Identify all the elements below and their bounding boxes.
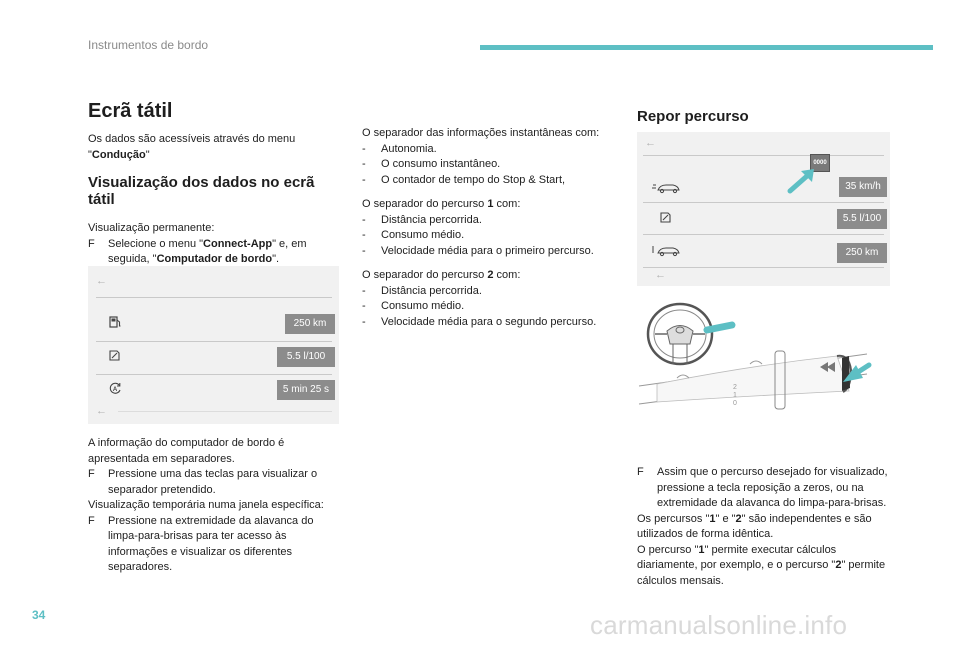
trip1-item (362, 213, 602, 229)
dash-mark: - (362, 315, 366, 328)
divider (643, 267, 884, 268)
back-arrow-icon: ← (96, 275, 107, 287)
dash-mark: - (362, 284, 366, 297)
text-run: Distância percorrida. (381, 284, 482, 297)
quote-open: " (88, 148, 92, 161)
permanent-display-block (88, 221, 343, 268)
text-run: O contador de tempo do Stop & Start, (381, 173, 566, 186)
text-run: Velocidade média para o segundo percurso. (381, 315, 597, 328)
reset-bullet (637, 465, 890, 512)
text-run: Pressione uma das teclas para visualizar o separador pretendido. (108, 468, 318, 496)
back-arrow-icon: ← (655, 269, 666, 281)
trip2-item (362, 299, 602, 315)
consumption-value: 5.5 l/100 (277, 347, 335, 367)
range-value: 250 km (285, 314, 335, 334)
average-consumption-value: 5.5 l/100 (837, 209, 887, 229)
text-run: Autonomia. (381, 142, 437, 155)
stalk-bullet (88, 514, 343, 576)
average-speed-icon (651, 182, 681, 194)
text-run: Velocidade média para o primeiro percurso. (381, 244, 594, 257)
trips-independent-note (637, 512, 890, 543)
text-run: O separador do percurso (362, 269, 488, 281)
tabs-intro: A informação do computador de bordo é apresentada em separadores. (88, 437, 285, 465)
reset-trip-title: Repor percurso (637, 108, 749, 125)
dash-mark: - (362, 300, 366, 312)
temporary-display-label: Visualização temporária numa janela específica: (88, 499, 324, 511)
fuel-consumption-icon (108, 348, 122, 362)
trip-number: 1 (698, 543, 705, 556)
intro-menu-line (88, 148, 343, 164)
trip1-item (362, 228, 602, 244)
text-run: " e " (715, 512, 736, 525)
intro-line: Os dados são acessíveis através do menu (88, 133, 296, 145)
text-run: Assim que o percurso desejado for visualizado, pressione a tecla reposição a zeros, ou na extremidade da alavanca do limpa-para-brisas. (657, 466, 888, 509)
stalk-digit: 1 (733, 392, 737, 399)
page-number: 34 (32, 608, 46, 622)
tabs-info-block (88, 436, 343, 576)
trip2-tab-intro (362, 268, 602, 284)
instant-item (362, 173, 602, 189)
text-run: ". (272, 253, 280, 265)
reset-instructions (637, 465, 890, 589)
text-run: O consumo instantâneo. (381, 158, 501, 170)
text-run: Consumo médio. (381, 300, 465, 312)
stop-start-icon (108, 381, 122, 395)
text-run: Distância percorrida. (381, 213, 482, 226)
text-run: Selecione o menu " (108, 237, 204, 250)
dash-mark: - (362, 213, 366, 226)
divider (643, 155, 884, 156)
quote-close: " (145, 148, 150, 161)
trip-number: 2 (735, 512, 742, 525)
reset-button[interactable]: 0000 (810, 154, 830, 172)
tabs-bullet (88, 467, 343, 498)
menu-name: Condução (91, 148, 146, 161)
section-header: Instrumentos de bordo (88, 38, 209, 52)
dash-mark: - (362, 229, 366, 241)
distance-travelled-icon (651, 245, 681, 257)
back-arrow-icon: ← (96, 405, 107, 417)
trip2-item (362, 284, 602, 300)
steering-wheel-icon (648, 304, 712, 364)
instant-item (362, 142, 602, 158)
distance-value: 250 km (837, 243, 887, 263)
text-run: O percurso " (637, 543, 699, 556)
stalk-digit: 2 (733, 384, 737, 391)
trip-number: 1 (709, 512, 716, 525)
trip1-item (362, 244, 602, 260)
permanent-label: Visualização permanente: (88, 222, 215, 234)
trip-number: 2 (835, 559, 842, 571)
trips-usage-note (637, 543, 890, 590)
column-1 (88, 100, 343, 268)
pointer-arrow-icon (707, 325, 732, 330)
divider (643, 234, 884, 235)
text-run: O separador do percurso (362, 198, 488, 210)
bullet-icon: F (88, 514, 95, 527)
bullet-icon: F (88, 237, 95, 250)
bullet-icon: F (88, 468, 95, 480)
section-subtitle: Visualização dos dados no ecrã tátil (88, 174, 315, 208)
instant-item (362, 157, 602, 173)
intro-paragraph (88, 132, 343, 163)
permanent-bullet (88, 237, 343, 268)
text-run: Os percursos " (637, 512, 710, 525)
divider (643, 202, 884, 203)
divider (96, 341, 332, 342)
fuel-consumption-icon (659, 210, 673, 224)
stop-start-time-value: 5 min 25 s (277, 380, 335, 400)
trip-number: 2 (487, 269, 494, 281)
dash-mark: - (362, 244, 366, 257)
stalk-digit: 0 (733, 400, 737, 407)
menu-name: Computador de bordo (156, 253, 273, 265)
trip2-item (362, 315, 602, 331)
text-run: Pressione na extremidade da alavanca do limpa-para-brisas para ter acesso às informações e visualizar os diferentes separadores. (108, 514, 314, 573)
divider (96, 374, 332, 375)
bullet-icon: F (637, 466, 644, 478)
instant-tab-intro: O separador das informações instantâneas com: (362, 127, 600, 139)
trip1-tab-intro (362, 197, 602, 213)
average-speed-value: 35 km/h (839, 177, 887, 197)
watermark: carmanualsonline.info (590, 610, 848, 640)
page-title: Ecrã tátil (88, 100, 173, 122)
trip-number: 1 (487, 198, 494, 210)
text-run: Consumo médio. (381, 229, 465, 241)
menu-name: Connect-App (203, 237, 273, 250)
touchscreen-reset-illustration (637, 132, 890, 286)
dash-mark: - (362, 173, 366, 186)
fuel-pump-icon (108, 315, 122, 329)
dash-mark: - (362, 158, 366, 170)
divider (118, 411, 332, 412)
column-2 (362, 126, 602, 330)
text-run: " permite executar cálculos diariamente, por exemplo, e o percurso " (637, 543, 837, 571)
text-run: " são independentes e são utilizados de forma idêntica. (637, 512, 872, 540)
svg-text:A: A (112, 387, 118, 393)
text-run: com: (493, 269, 521, 281)
touchscreen-trip-computer-illustration (88, 266, 339, 424)
header-accent-bar (480, 45, 933, 50)
steering-wheel-stalk-illustration (637, 296, 890, 436)
text-run: " e, em seguida, " (108, 237, 307, 265)
dash-mark: - (362, 142, 366, 155)
text-run: com: (493, 198, 521, 210)
divider (96, 297, 332, 298)
text-run: " permite cálculos mensais. (637, 559, 886, 587)
pointer-arrow-icon (787, 168, 817, 194)
back-arrow-icon: ← (645, 137, 656, 149)
